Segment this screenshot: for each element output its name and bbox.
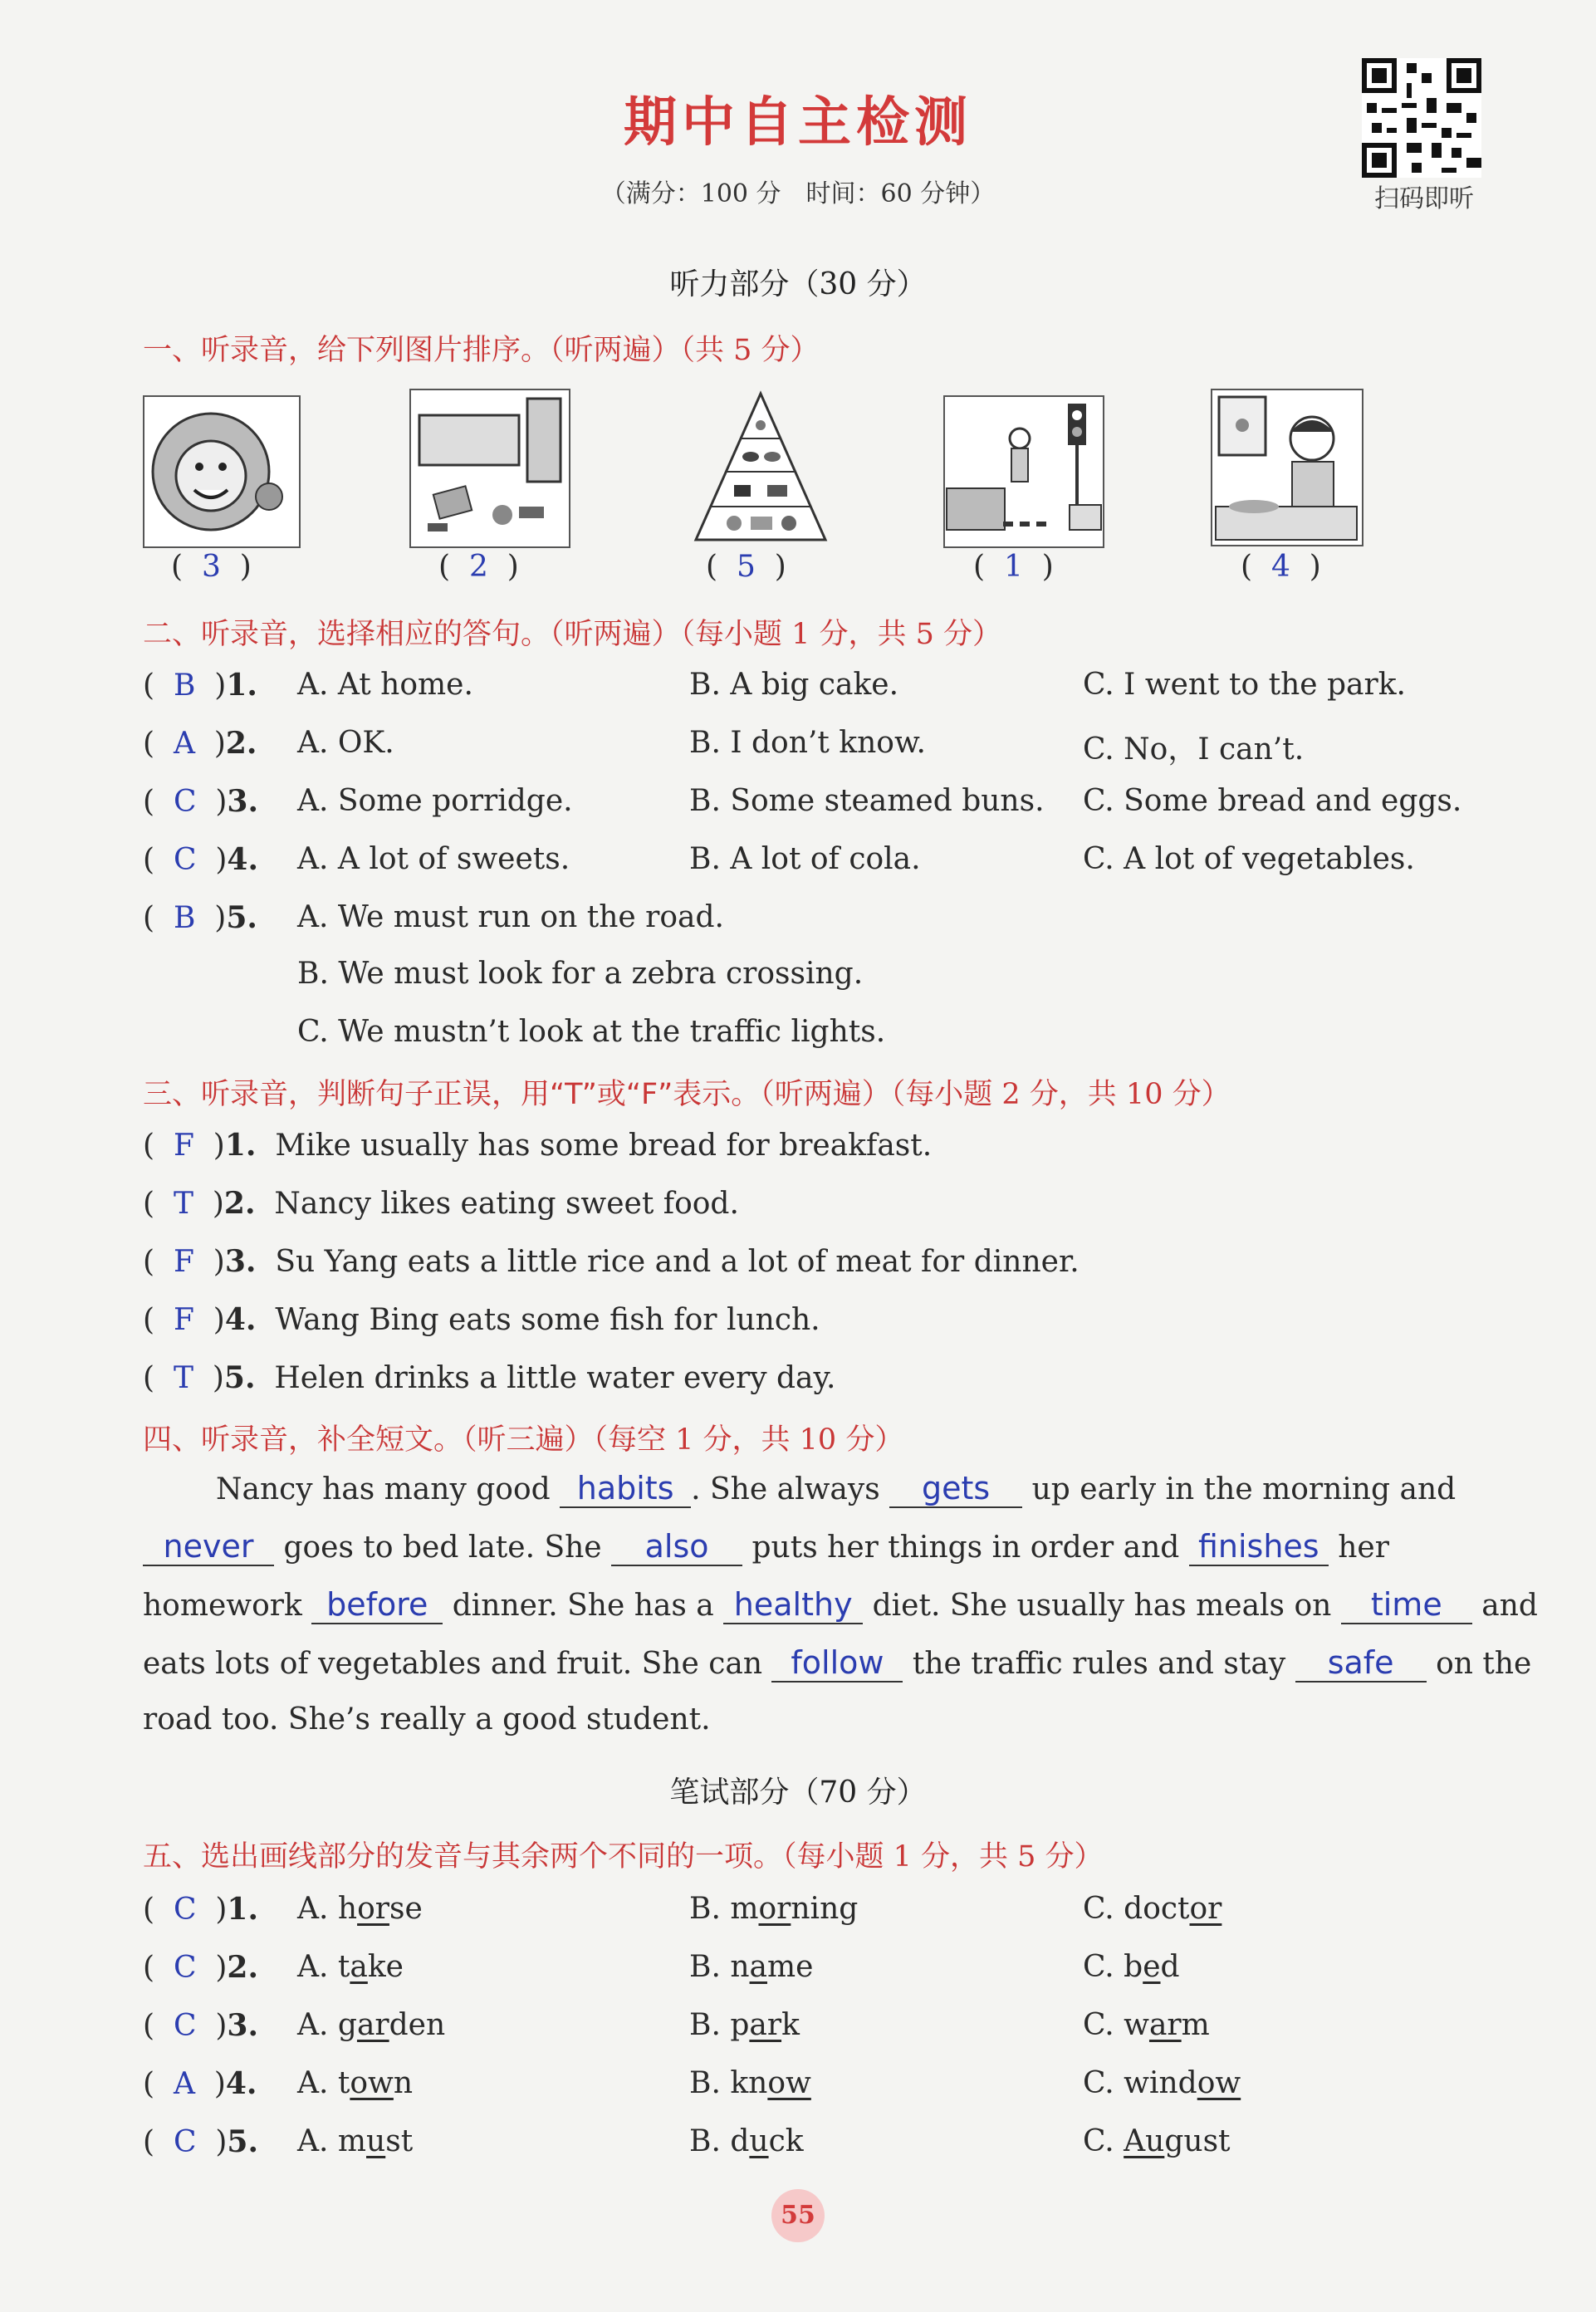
blank-10[interactable]: safe xyxy=(1295,1644,1427,1683)
written-part-heading: 笔试部分（70 分） xyxy=(669,1776,927,1810)
option-b: B. A big cake. xyxy=(689,668,899,702)
blank-5[interactable]: finishes xyxy=(1189,1528,1329,1566)
option-a: A. Some porridge. xyxy=(297,784,573,818)
option-c: C. A lot of vegetables. xyxy=(1083,842,1415,876)
option-a: A. garden xyxy=(297,2008,446,2042)
option-b: B. I don’t know. xyxy=(689,726,926,760)
section3-heading: 三、听录音，判断句子正误，用“T”或“F”表示。（听两遍）（每小题 2 分，共 10 分） xyxy=(143,1078,1231,1111)
passage-line-5: road too. She’s really a good student. xyxy=(143,1702,711,1736)
food-pyramid-icon xyxy=(693,389,829,545)
passage-line-1: Nancy has many good habits . She always gets up early in the morning and xyxy=(216,1470,1456,1506)
option-a: A. A lot of sweets. xyxy=(297,842,570,876)
section3-question-1: ( F )1. Mike usually has some bread for breakfast. xyxy=(143,1128,933,1163)
section3-question-2: ( T )2. Nancy likes eating sweet food. xyxy=(143,1186,739,1221)
section1-heading: 一、听录音，给下列图片排序。（听两遍）（共 5 分） xyxy=(143,334,820,367)
option-c: C. bed xyxy=(1083,1950,1180,1984)
option-c: C. We mustn’t look at the traffic lights. xyxy=(297,1015,886,1049)
blank-9[interactable]: follow xyxy=(771,1644,903,1683)
picture-answer-5: ( 4 ) xyxy=(1241,550,1321,584)
messy-bedroom-icon xyxy=(409,389,570,548)
option-a: A. horse xyxy=(297,1892,423,1926)
page-number: 55 xyxy=(771,2189,825,2242)
lion-icon xyxy=(143,395,301,548)
picture-answer-1: ( 3 ) xyxy=(171,550,252,584)
option-b: B. park xyxy=(689,2008,800,2042)
blank-3[interactable]: never xyxy=(143,1528,274,1566)
worksheet-page: 期中自主检测 （满分：100 分 时间：60 分钟） 扫码即听 听力部分（30 分） 一、听录音，给下列图片排序。（听两遍）（共 5 分） ( 3 ) ( 2 ) ( 5 ) ( 1 ) ( 4 ) 二、听录音，选择相应的答句。（听两遍）（每小题 1 分，共 5 分） ( B )1. A. At home. B. A big cake. C. I went to the park. ( A )2. A. OK. B. I don’t know. C. No，I can’t. ( C )3. A. Some porridge. B. Some steamed buns. C. Some bread and eggs. ( C )4. A. A lot of sweets. B. A lot of cola. C. A lot of vegetables. ( B )5. A. We must run on the road. B. We must look for a zebra crossing. C. We mustn’t look at the traffic lights. 三、听录音，判断句子正误，用“T”或“F”表示。（听两遍）（每小题 2 分，共 10 分） ( F )1. Mike usually has some bread for breakfast. ( T )2. Nancy likes eating sweet food. ( F )3. Su Yang eats a little rice and a lot of meat for dinner. ( F )4. Wang Bing eats some fish for lunch. ( T )5. Helen drinks a little water every day. 四、听录音，补全短文。（听三遍）（每空 1 分，共 10 分） Nancy has many good habits . She always gets up early in the morning and never goes to bed late. She also puts her things in order and finishes her homework before dinner. She has a healthy diet. She usually has meals on time and eats lots of vegetables and fruit. She can follow the traffic rules and stay safe on the road too. She’s really a good student. 笔试部分（70 分） 五、选出画线部分的发音与其余两个不同的一项。（每小题 1 分，共 5 分） ( C )1. A. horse B. morning C. doctor ( C )2. A. take B. name C. bed ( C )3. A. garden B. park C. warm ( A )4. A. town B. know C. window ( C )5. A. must B. duck C. August 55 xyxy=(0,0,1596,2312)
option-b: B. duck xyxy=(689,2124,804,2158)
passage-line-2: never goes to bed late. She also puts her things in order and finishes her xyxy=(143,1528,1389,1566)
option-a: A. town xyxy=(297,2066,414,2100)
blank-8[interactable]: time xyxy=(1341,1586,1472,1624)
option-c: C. warm xyxy=(1083,2008,1210,2042)
blank-1[interactable]: habits xyxy=(560,1470,691,1508)
option-a: A. We must run on the road. xyxy=(297,900,724,934)
option-c: C. August xyxy=(1083,2124,1231,2158)
option-a: A. take xyxy=(297,1950,404,1984)
option-a: A. must xyxy=(297,2124,414,2158)
page-title: 期中自主检测 xyxy=(624,92,972,154)
option-c: C. window xyxy=(1083,2066,1241,2100)
option-c: C. doctor xyxy=(1083,1892,1222,1926)
blank-6[interactable]: before xyxy=(311,1586,443,1624)
section4-heading: 四、听录音，补全短文。（听三遍）（每空 1 分，共 10 分） xyxy=(143,1423,904,1457)
picture-answer-3: ( 5 ) xyxy=(706,550,786,584)
section3-question-3: ( F )3. Su Yang eats a little rice and a lot of meat for dinner. xyxy=(143,1244,1080,1279)
option-b: B. Some steamed buns. xyxy=(689,784,1045,818)
blank-2[interactable]: gets xyxy=(889,1470,1022,1508)
traffic-crossing-icon xyxy=(943,395,1104,548)
passage-line-4: eats lots of vegetables and fruit. She can follow the traffic rules and stay safe on the xyxy=(143,1644,1532,1681)
passage-line-3: homework before dinner. She has a healthy diet. She usually has meals on time and xyxy=(143,1586,1538,1623)
section3-question-5: ( T )5. Helen drinks a little water every day. xyxy=(143,1360,836,1395)
option-b: B. morning xyxy=(689,1892,859,1926)
listening-part-heading: 听力部分（30 分） xyxy=(669,267,927,301)
option-c: C. No，I can’t. xyxy=(1083,732,1305,767)
option-a: A. OK. xyxy=(297,726,394,760)
option-b: B. A lot of cola. xyxy=(689,842,921,876)
qr-code-icon[interactable] xyxy=(1362,58,1481,178)
option-b: B. know xyxy=(689,2066,811,2100)
option-a: A. At home. xyxy=(297,668,473,702)
section5-heading: 五、选出画线部分的发音与其余两个不同的一项。（每小题 1 分，共 5 分） xyxy=(143,1840,1104,1874)
section2-heading: 二、听录音，选择相应的答句。（听两遍）（每小题 1 分，共 5 分） xyxy=(143,618,1002,651)
blank-7[interactable]: healthy xyxy=(723,1586,863,1624)
score-time-subtitle: （满分：100 分 时间：60 分钟） xyxy=(600,179,996,208)
picture-answer-4: ( 1 ) xyxy=(973,550,1054,584)
blank-4[interactable]: also xyxy=(611,1528,742,1566)
option-b: B. We must look for a zebra crossing. xyxy=(297,957,864,991)
picture-answer-2: ( 2 ) xyxy=(438,550,519,584)
option-c: C. Some bread and eggs. xyxy=(1083,784,1462,818)
boy-brushing-teeth-icon xyxy=(1211,389,1363,546)
section3-question-4: ( F )4. Wang Bing eats some fish for lunch. xyxy=(143,1302,820,1337)
option-c: C. I went to the park. xyxy=(1083,668,1406,702)
qr-label: 扫码即听 xyxy=(1374,184,1474,213)
option-b: B. name xyxy=(689,1950,814,1984)
